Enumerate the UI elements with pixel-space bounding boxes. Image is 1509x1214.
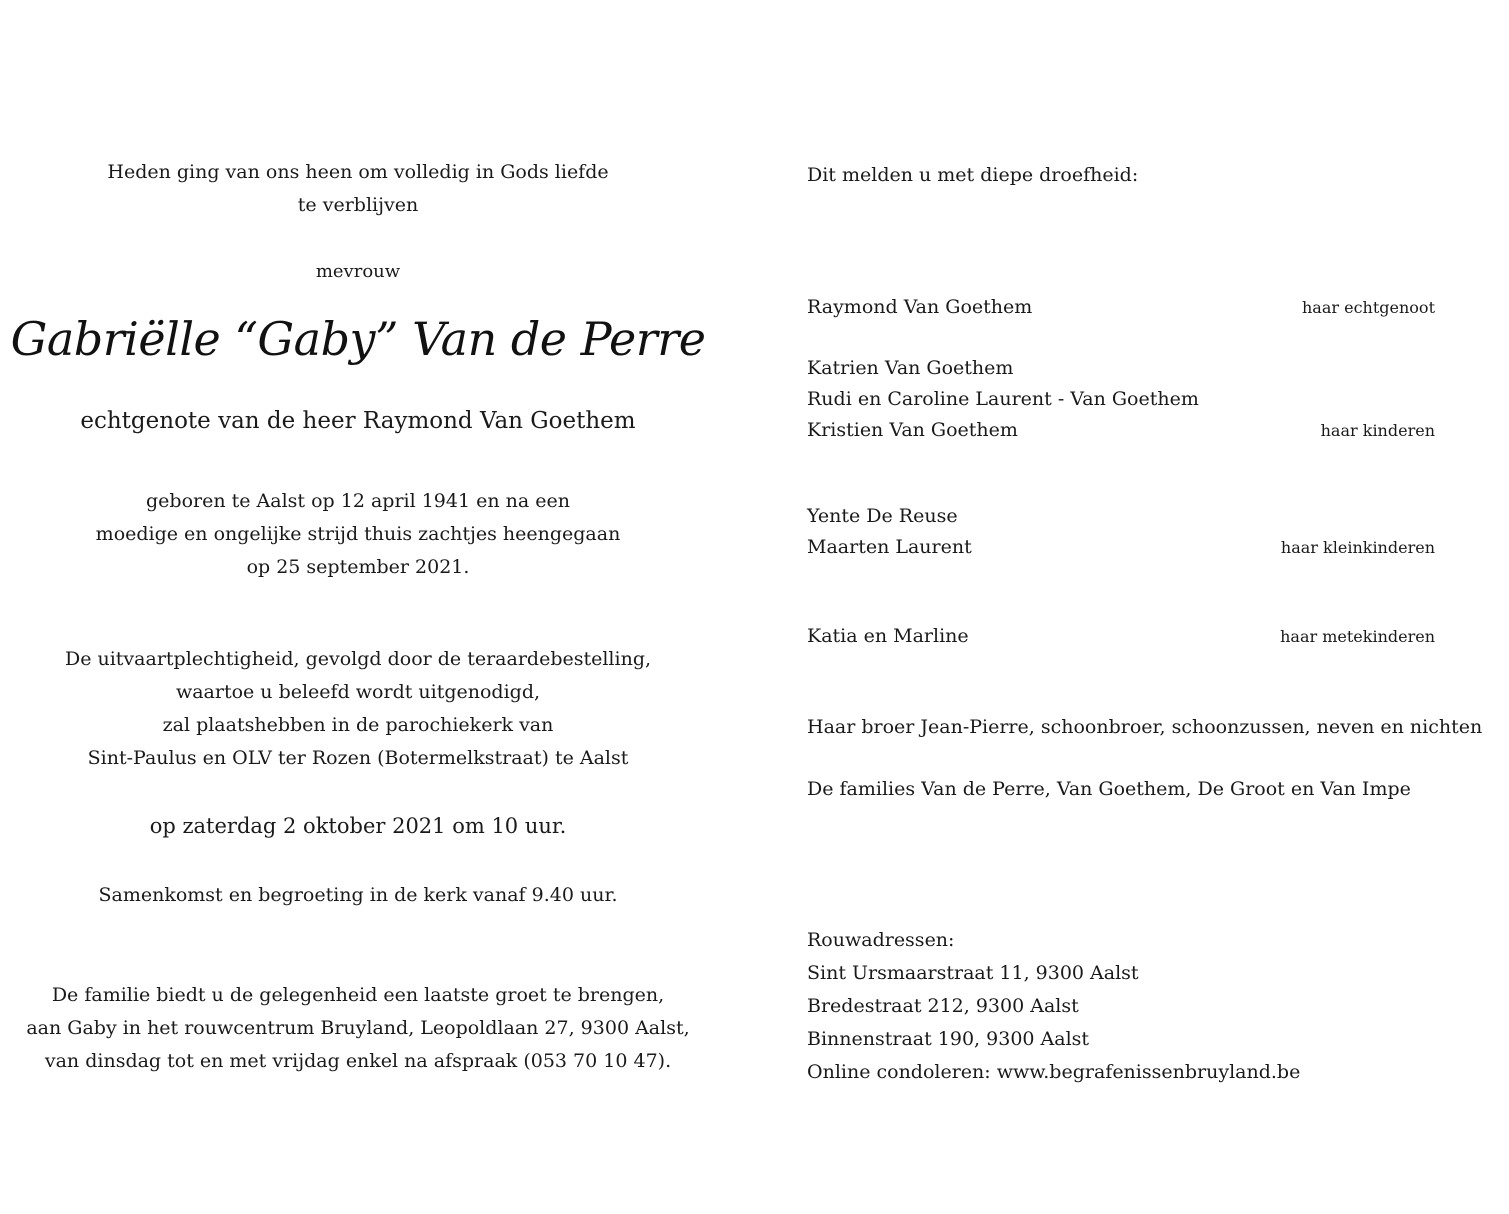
child-name: Kristien Van Goethem: [807, 419, 1018, 441]
grandchild-name: Maarten Laurent: [807, 536, 972, 558]
grandchild-row: [807, 532, 1435, 563]
godchildren-row: [807, 621, 1435, 652]
husband-role: haar echtgenoot: [1302, 298, 1435, 317]
ceremony-line: waartoe u beleefd wordt uitgenodigd,: [175, 681, 541, 703]
birth-line: op 25 september 2021.: [246, 556, 470, 578]
farewell-text: [0, 979, 716, 1078]
birth-text: [0, 485, 716, 584]
intro-line: te verblijven: [297, 194, 419, 216]
address-line: Binnenstraat 190, 9300 Aalst: [807, 1028, 1090, 1050]
intro-line: Heden ging van ons heen om volledig in Gods liefde: [107, 161, 609, 183]
deceased-name: Gabriëlle “Gaby” Van de Perre: [10, 312, 706, 366]
child-row: [807, 415, 1435, 446]
children-role: haar kinderen: [1320, 421, 1435, 440]
farewell-line: aan Gaby in het rouwcentrum Bruyland, Leopoldlaan 27, 9300 Aalst,: [26, 1017, 690, 1039]
relatives-line: Haar broer Jean-Pierre, schoonbroer, schoonzussen, neven en nichten: [807, 716, 1483, 738]
ceremony-date: op zaterdag 2 oktober 2021 om 10 uur.: [149, 814, 567, 838]
intro-text: [0, 156, 716, 222]
addresses-heading: Rouwadressen:: [807, 929, 955, 951]
godchildren-role: haar metekinderen: [1280, 627, 1435, 646]
ceremony-line: zal plaatshebben in de parochiekerk van: [162, 714, 554, 736]
farewell-line: van dinsdag tot en met vrijdag enkel na afspraak (053 70 10 47).: [44, 1050, 672, 1072]
address-line: Bredestraat 212, 9300 Aalst: [807, 995, 1079, 1017]
grandchild-row: Yente De Reuse: [807, 505, 958, 527]
husband-name: Raymond Van Goethem: [807, 296, 1033, 318]
godchildren-names: Katia en Marline: [807, 625, 969, 647]
ceremony-text: [0, 643, 716, 775]
online-condolence-line: Online condoleren: www.begrafenissenbruyland.be: [807, 1061, 1301, 1083]
announcement-heading: Dit melden u met diepe droefheid:: [807, 164, 1139, 186]
families-line: De families Van de Perre, Van Goethem, De Groot en Van Impe: [807, 778, 1411, 800]
child-row: Katrien Van Goethem: [807, 357, 1014, 379]
address-line: Sint Ursmaarstraat 11, 9300 Aalst: [807, 962, 1139, 984]
gathering-text: Samenkomst en begroeting in de kerk vanaf 9.40 uur.: [98, 884, 618, 906]
ceremony-line: De uitvaartplechtigheid, gevolgd door de teraardebestelling,: [64, 648, 652, 670]
birth-line: moedige en ongelijke strijd thuis zachtjes heengegaan: [95, 523, 621, 545]
farewell-line: De familie biedt u de gelegenheid een laatste groet te brengen,: [51, 984, 665, 1006]
child-row: Rudi en Caroline Laurent - Van Goethem: [807, 388, 1199, 410]
husband-row: [807, 292, 1435, 323]
spouse-line: echtgenote van de heer Raymond Van Goethem: [80, 408, 636, 434]
grandchildren-role: haar kleinkinderen: [1280, 538, 1435, 557]
salutation: mevrouw: [315, 261, 401, 282]
ceremony-line: Sint-Paulus en OLV ter Rozen (Botermelkstraat) te Aalst: [87, 747, 629, 769]
birth-line: geboren te Aalst op 12 april 1941 en na een: [146, 490, 570, 512]
